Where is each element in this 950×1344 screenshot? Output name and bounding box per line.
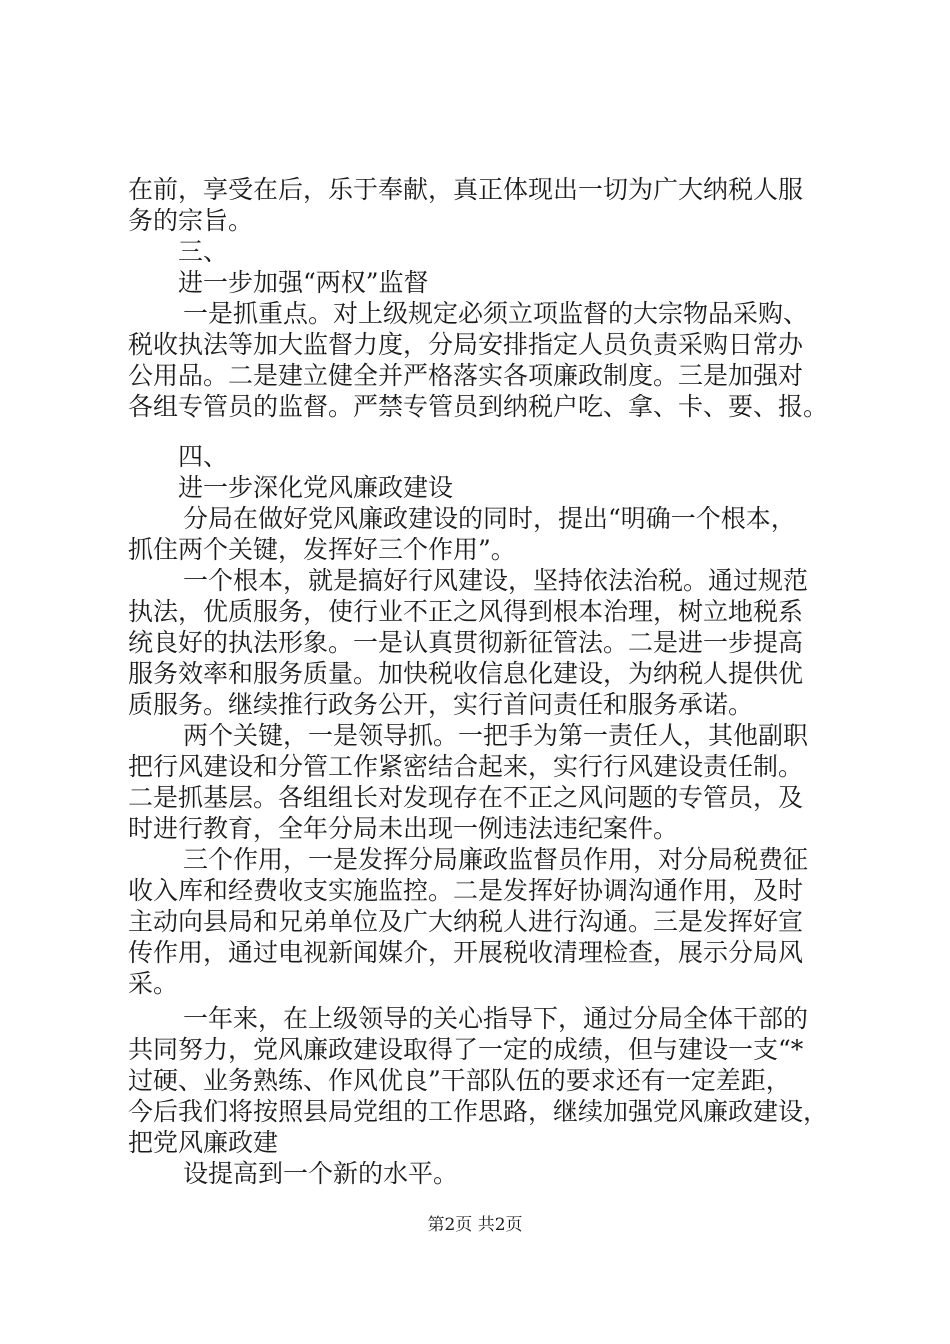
text-line: 统良好的执法形象。一是认真贯彻新征管法。二是进一步提高 xyxy=(128,628,804,657)
text-line: 时进行教育，全年分局未出现一例违法违纪案件。 xyxy=(128,814,679,843)
text-line: 公用品。二是建立健全并严格落实各项廉政制度。三是加强对 xyxy=(128,361,804,390)
text-line: 税收执法等加大监督力度，分局安排指定人员负责采购日常办 xyxy=(128,330,804,359)
document-body xyxy=(128,174,844,1189)
blank-space xyxy=(128,422,844,441)
text-line: 过硬、业务熟练、作风优良”干部队伍的要求还有一定差距， xyxy=(128,1066,791,1095)
text-line: 质服务。继续推行政务公开，实行首问责任和服务承诺。 xyxy=(128,690,754,719)
text-line: 把行风建设和分管工作紧密结合起来，实行行风建设责任制。 xyxy=(128,752,804,781)
text-line: 采。 xyxy=(128,969,179,998)
text-line: 共同努力，党风廉政建设取得了一定的成绩，但与建设一支“* xyxy=(128,1035,804,1064)
text-line: 一年来，在上级领导的关心指导下，通过分局全体干部的 xyxy=(183,1004,809,1033)
text-line: 在前，享受在后，乐于奉献，真正体现出一切为广大纳税人服 xyxy=(128,175,804,204)
text-line: 今后我们将按照县局党组的工作思路，继续加强党风廉政建设， xyxy=(128,1097,829,1126)
text-line: 务的宗旨。 xyxy=(128,206,254,235)
text-line: 一是抓重点。对上级规定必须立项监督的大宗物品采购、 xyxy=(183,299,809,328)
text-line: 二是抓基层。各组组长对发现存在不正之风问题的专管员，及 xyxy=(128,783,804,812)
section-number: 三、 xyxy=(178,237,229,266)
section-heading: 进一步深化党风廉政建设 xyxy=(178,473,454,502)
text-line: 设提高到一个新的水平。 xyxy=(183,1159,459,1188)
text-line: 分局在做好党风廉政建设的同时，提出“明确一个根本， xyxy=(183,504,796,533)
text-line: 执法，优质服务，使行业不正之风得到根本治理，树立地税系 xyxy=(128,597,804,626)
text-line: 抓住两个关键，发挥好三个作用”。 xyxy=(128,535,516,564)
text-line: 三个作用，一是发挥分局廉政监督员作用，对分局税费征 xyxy=(183,845,809,874)
text-line: 服务效率和服务质量。加快税收信息化建设，为纳税人提供优 xyxy=(128,659,804,688)
text-line: 两个关键，一是领导抓。一把手为第一责任人，其他副职 xyxy=(183,721,809,750)
section-heading: 进一步加强“两权”监督 xyxy=(178,268,429,297)
text-line: 把党风廉政建 xyxy=(128,1128,279,1157)
text-line: 传作用，通过电视新闻媒介，开展税收清理检查，展示分局风 xyxy=(128,938,804,967)
text-line: 一个根本，就是搞好行风建设，坚持依法治税。通过规范 xyxy=(183,566,809,595)
page-footer: 第2页 共2页 xyxy=(427,1215,523,1235)
section-number: 四、 xyxy=(178,442,229,471)
text-line: 主动向县局和兄弟单位及广大纳税人进行沟通。三是发挥好宣 xyxy=(128,907,804,936)
text-line: 收入库和经费收支实施监控。二是发挥好协调沟通作用，及时 xyxy=(128,876,804,905)
text-line: 各组专管员的监督。严禁专管员到纳税户吃、拿、卡、要、报。 xyxy=(128,392,829,421)
